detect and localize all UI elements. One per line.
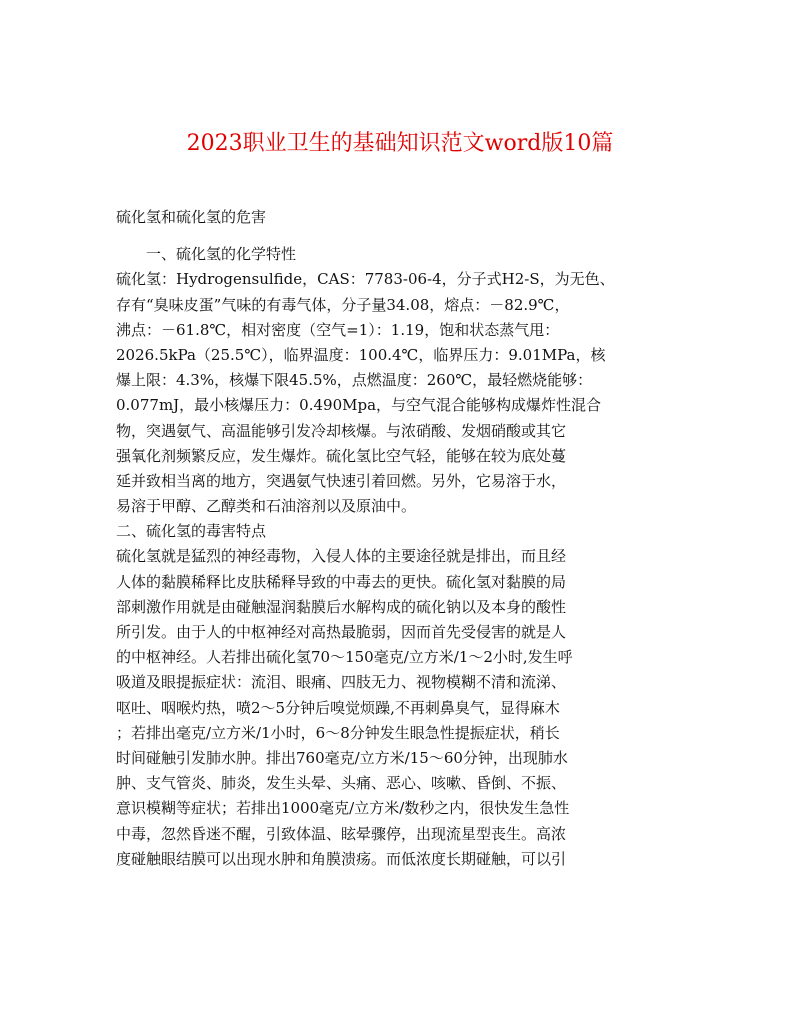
body-line: 部刺激作用就是由碰触湿润黏膜后水解构成的硫化钠以及本身的酸性 — [116, 597, 567, 616]
subsection-heading: 一、硫化氢的化学特性 — [146, 245, 297, 264]
body-line: 中毒，忽然昏迷不醒，引致体温、眩晕骤停，出现流星型丧生。高浓 — [116, 824, 567, 843]
body-line: 存有“臭味皮蛋”气味的有毒气体，分子量34.08，熔点：－82.9℃， — [116, 295, 570, 314]
body-line: 爆上限：4.3%，核爆下限45.5%，点燃温度：260℃，最轻燃烧能够： — [116, 371, 593, 390]
body-line: 沸点：－61.8℃，相对密度（空气=1）：1.19，饱和状态蒸气甩： — [116, 320, 560, 339]
body-line: 度碰触眼结膜可以出现水肿和角膜溃疡。而低浓度长期碰触，可以引 — [116, 849, 567, 868]
body-line: 肿、支气管炎、肺炎，发生头晕、头痛、恶心、咳嗽、昏倒、不振、 — [116, 774, 567, 793]
body-line: 物，突遇氨气、高温能够引发冷却核爆。与浓硝酸、发烟硝酸或其它 — [116, 421, 567, 440]
document-body — [116, 205, 676, 872]
body-line: 硫化氢：Hydrogensulfide，CAS：7783-06-4，分子式H2-S，为无色、 — [116, 270, 615, 289]
body-line: 强氧化剂频繁反应，发生爆炸。硫化氢比空气轻，能够在较为底处蔓 — [116, 446, 567, 465]
body-line: 呕吐、咽喉灼热，喷2～5分钟后嗅觉烦躁,不再刺鼻臭气，显得麻木 — [116, 698, 560, 717]
document-title: 2023职业卫生的基础知识范文word版10篇 — [186, 131, 614, 156]
body-line: 所引发。由于人的中枢神经对高热最脆弱，因而首先受侵害的就是人 — [116, 623, 567, 641]
body-line: 2026.5kPa（25.5℃），临界温度：100.4℃，临界压力：9.01MPa，核 — [116, 345, 606, 364]
body-line: 0.077mJ，最小核爆压力：0.490Mpa，与空气混合能够构成爆炸性混合 — [116, 396, 602, 415]
subsection-heading: 二、硫化氢的毒害特点 — [116, 522, 267, 541]
body-line: 人体的黏膜稀释比皮肤稀释导致的中毒去的更快。硫化氢对黏膜的局 — [116, 572, 567, 591]
body-line: 意识模糊等症状；若排出1000毫克/立方米/数秒之内，很快发生急性 — [116, 799, 570, 818]
body-line: 硫化氢就是猛烈的神经毒物，入侵人体的主要途径就是排出，而且经 — [116, 547, 567, 566]
body-line: 的中枢神经。人若排出硫化氢70～150毫克/立方米/1～2小时,发生呼 — [116, 648, 573, 667]
body-line: ；若排出毫克/立方米/1小时，6～8分钟发生眼急性提振症状，稍长 — [116, 723, 560, 742]
body-line: 吸道及眼提振症状：流泪、眼痛、四肢无力、视物模糊不清和流涕、 — [116, 673, 567, 692]
body-line: 时间碰触引发肺水肿。排出760毫克/立方米/15～60分钟，出现肺水 — [116, 748, 568, 767]
body-line: 易溶于甲醇、乙醇类和石油溶剂以及原油中。 — [116, 497, 417, 516]
body-line: 延并致相当离的地方，突遇氨气快速引着回燃。另外，它易溶于水， — [116, 471, 567, 490]
section-heading: 硫化氢和硫化氢的危害 — [116, 208, 267, 226]
